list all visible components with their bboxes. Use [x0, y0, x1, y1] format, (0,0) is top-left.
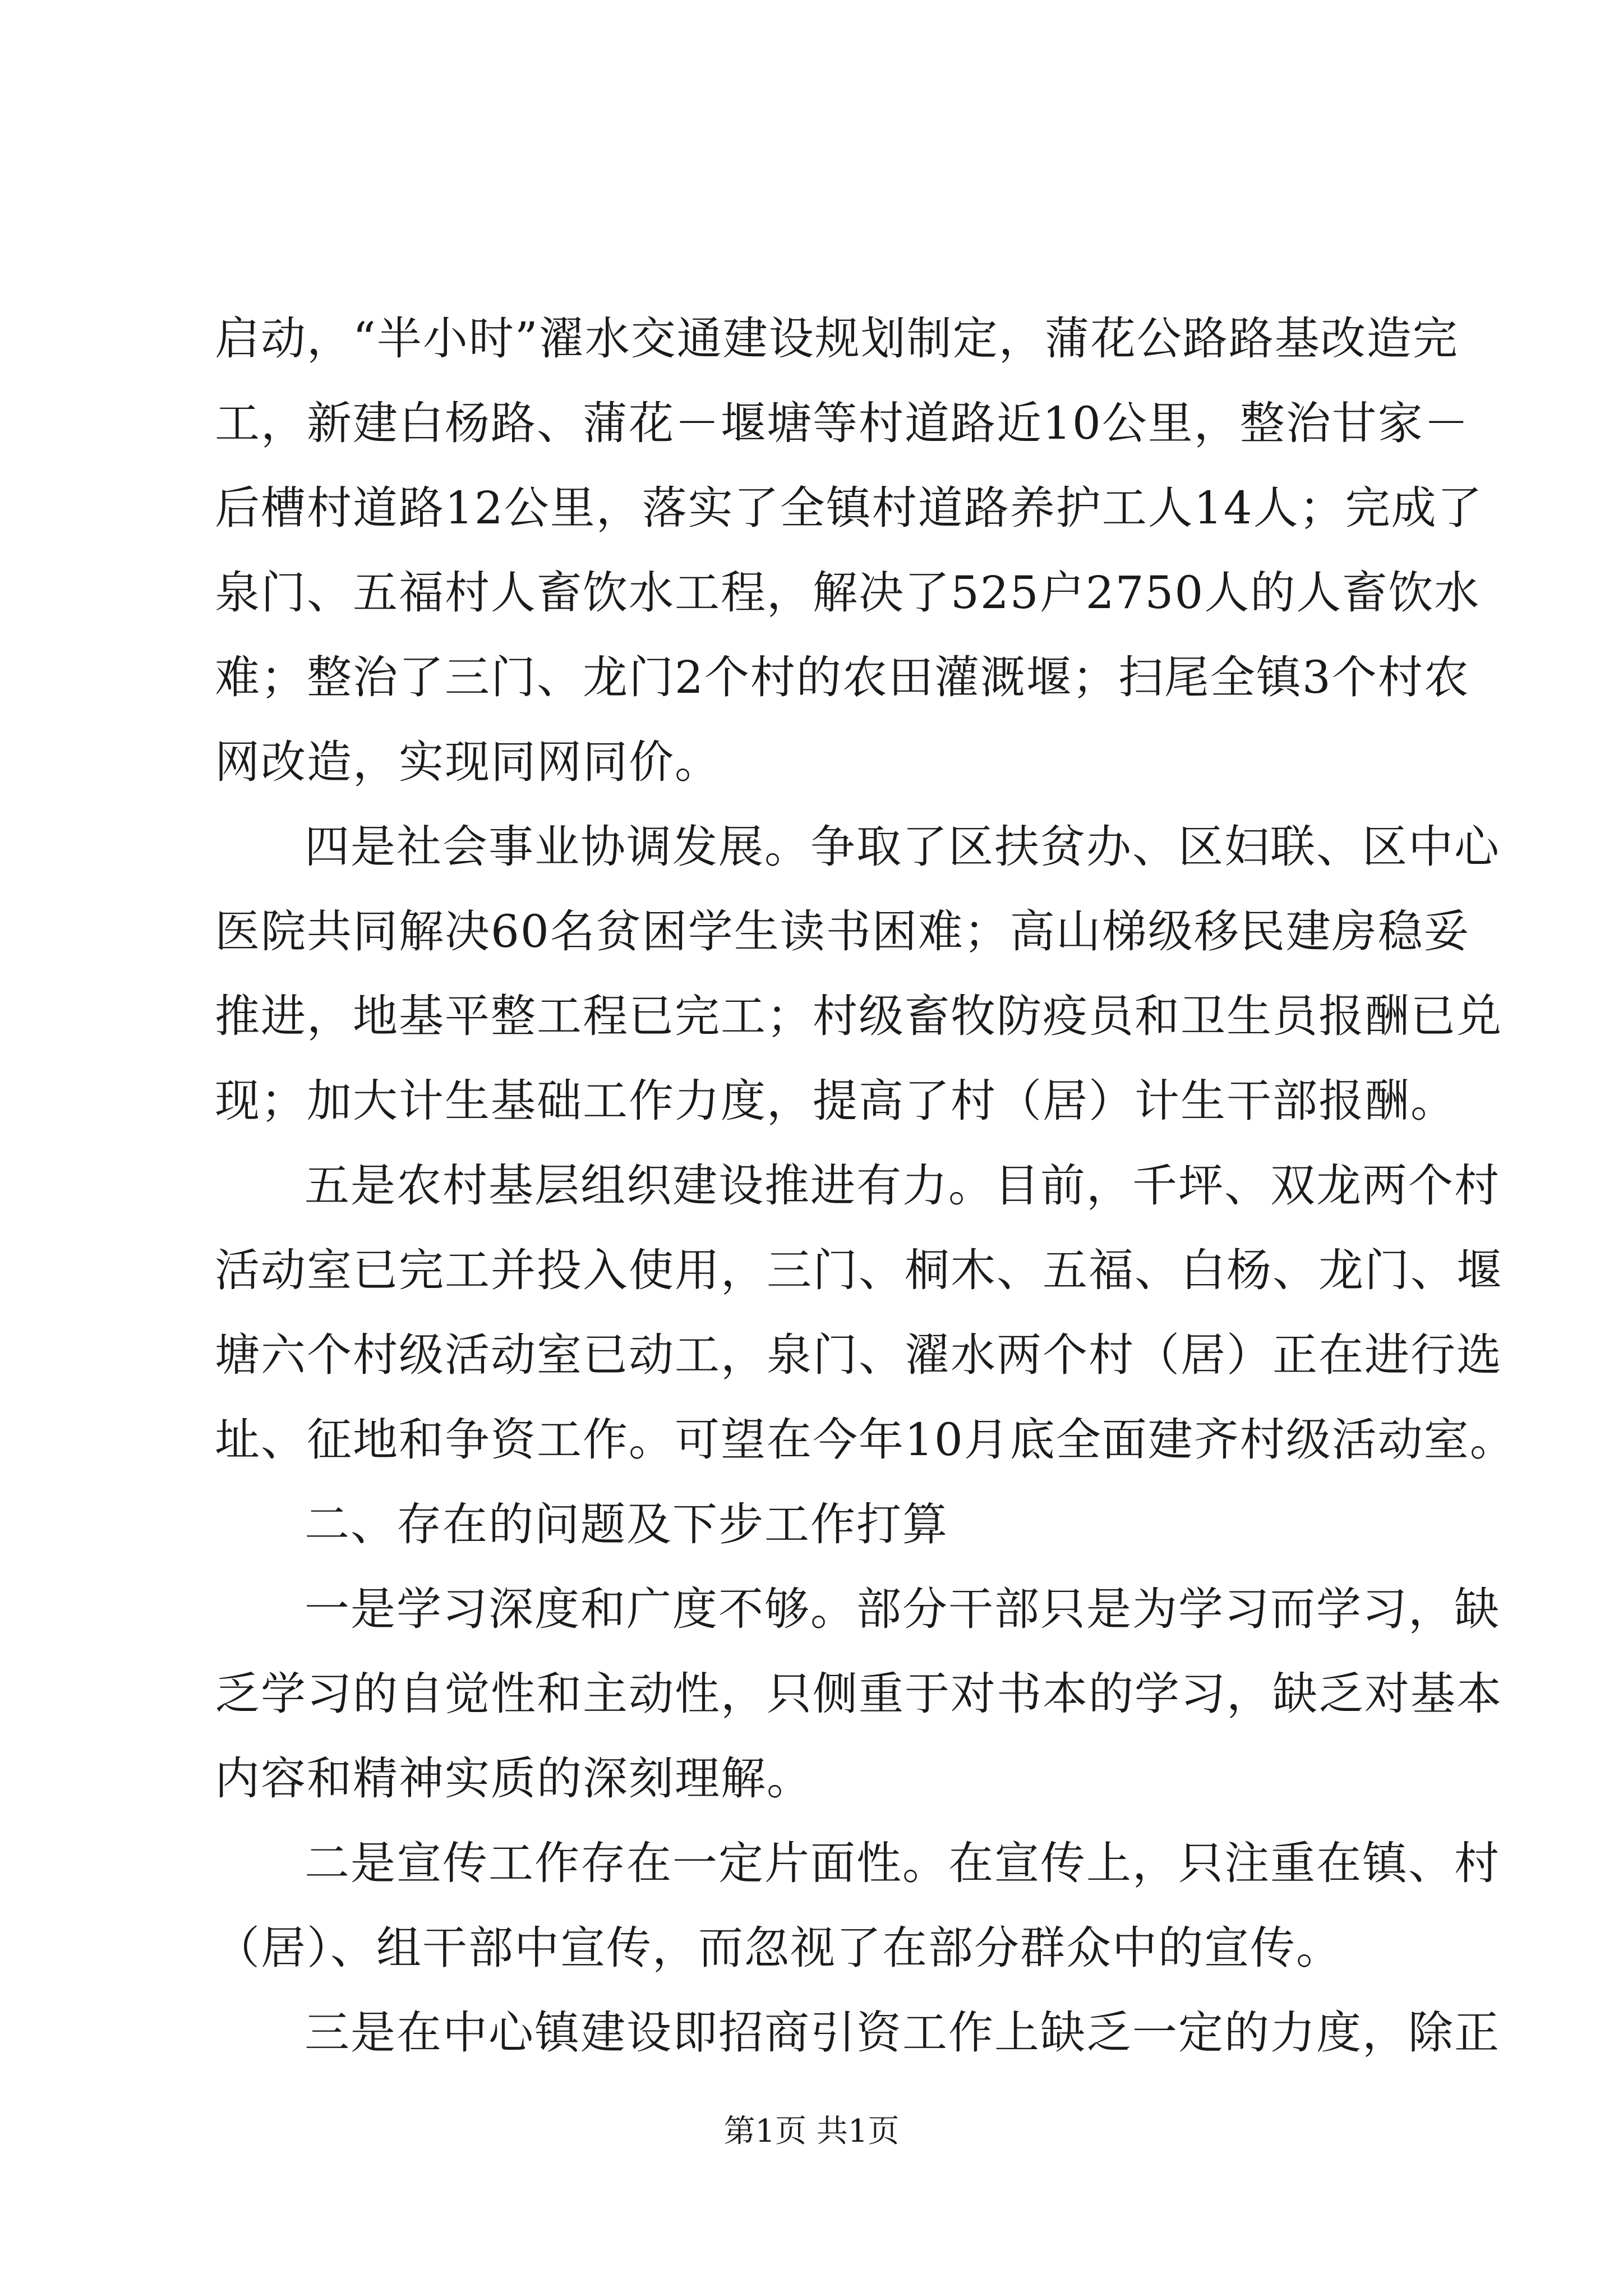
text-line: 启动，“半小时”濯水交通建设规划制定，蒲花公路路基改造完 [215, 312, 1459, 365]
text-line: 后槽村道路12公里，落实了全镇村道路养护工人14人；完成了 [215, 482, 1483, 534]
text-line: 四是社会事业协调发展。争取了区扶贫办、区妇联、区中心 [305, 821, 1500, 873]
text-line: 二、存在的问题及下步工作打算 [305, 1498, 948, 1550]
text-line: 一是学习深度和广度不够。部分干部只是为学习而学习，缺 [305, 1583, 1500, 1635]
text-line: 现；加大计生基础工作力度，提高了村（居）计生干部报酬。 [215, 1075, 1456, 1127]
body-text [215, 296, 1516, 2075]
text-line: 难；整治了三门、龙门2个村的农田灌溉堰；扫尾全镇3个村农 [215, 651, 1470, 703]
text-line: 医院共同解决60名贫困学生读书困难；高山梯级移民建房稳妥 [215, 905, 1470, 958]
text-line: 活动室已完工并投入使用，三门、桐木、五福、白杨、龙门、堰 [215, 1244, 1502, 1296]
text-line: 三是在中心镇建设即招商引资工作上缺乏一定的力度，除正 [305, 2007, 1500, 2059]
text-line: 泉门、五福村人畜饮水工程，解决了525户2750人的人畜饮水 [215, 567, 1481, 619]
text-line: 工，新建白杨路、蒲花－堰塘等村道路近10公里，整治甘家－ [215, 397, 1470, 449]
text-line: 二是宣传工作存在一定片面性。在宣传上，只注重在镇、村 [305, 1837, 1500, 1889]
text-line: 推进，地基平整工程已完工；村级畜牧防疫员和卫生员报酬已兑 [215, 990, 1502, 1042]
text-line: （居）、组干部中宣传，而忽视了在部分群众中的宣传。 [215, 1922, 1342, 1974]
text-line: 址、征地和争资工作。可望在今年10月底全面建齐村级活动室。 [215, 1414, 1516, 1466]
page-footer: 第1页 共1页 [723, 2113, 900, 2150]
text-line: 网改造，实现同网同价。 [215, 736, 721, 788]
text-line: 乏学习的自觉性和主动性，只侧重于对书本的学习，缺乏对基本 [215, 1668, 1502, 1720]
text-line: 内容和精神实质的深刻理解。 [215, 1752, 813, 1805]
text-line: 塘六个村级活动室已动工，泉门、濯水两个村（居）正在进行选 [215, 1329, 1502, 1381]
text-line: 五是农村基层组织建设推进有力。目前，千坪、双龙两个村 [305, 1159, 1500, 1212]
